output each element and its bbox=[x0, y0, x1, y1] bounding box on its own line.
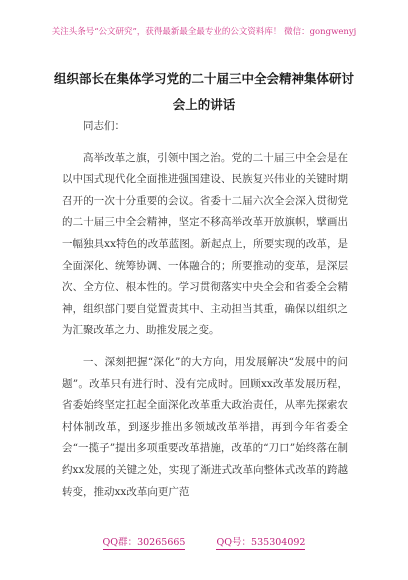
qq-group-link[interactable]: QQ群：30265665 bbox=[102, 537, 186, 548]
paragraph-1: 高举改革之旗，引领中国之治。党的二十届三中全会是在以中国式现代化全面推进强国建设、民族复兴伟业的关键时期召开的一次十分重要的会议。省委十二届六次全会深入贯彻党的二十届三中全会精神，坚定不移高举改革开放旗帜，擘画出一幅独具xx特色的改革蓝图。新起点上，所要实现的改革，是全面深化、统筹协调、一体融合的；所要推动的变革，是深层次、全方位、根本性的。学习贯彻落实中央全会和省委全会精神，组织部门要自觉置责其中、主动担当其重，确保以组织之为汇聚改革之力、助推发展之变。 bbox=[62, 151, 348, 337]
document-body bbox=[62, 116, 348, 513]
document-title: 组织部长在集体学习党的二十届三中全会精神集体研讨会上的讲话 bbox=[53, 71, 354, 112]
header-banner: 关注头条号“公文研究”，获得最新最全最专业的公文资料库！ 微信：gongwenyj bbox=[51, 27, 357, 37]
paragraph-2: 一、深刻把握“深化”的大方向，用发展解决“发展中的问题”。改革只有进行时、没有完成时。回顾xx改革发展历程，省委始终坚定扛起全面深化改革重大政治责任，从率先探索农村体制改革，到逐步推出多领域改革举措，再到今年省委全会“一揽子”提出多项重要改革措施，改革的“刀口”始终落在制约xx发展的关键之处，实现了渐进式改革向整体式改革的跨越转变，推动xx改革向更广范 bbox=[62, 355, 348, 498]
salutation: 同志们： bbox=[83, 120, 125, 132]
qq-number-link[interactable]: QQ号：535304092 bbox=[216, 537, 306, 548]
footer-contact bbox=[0, 537, 408, 550]
